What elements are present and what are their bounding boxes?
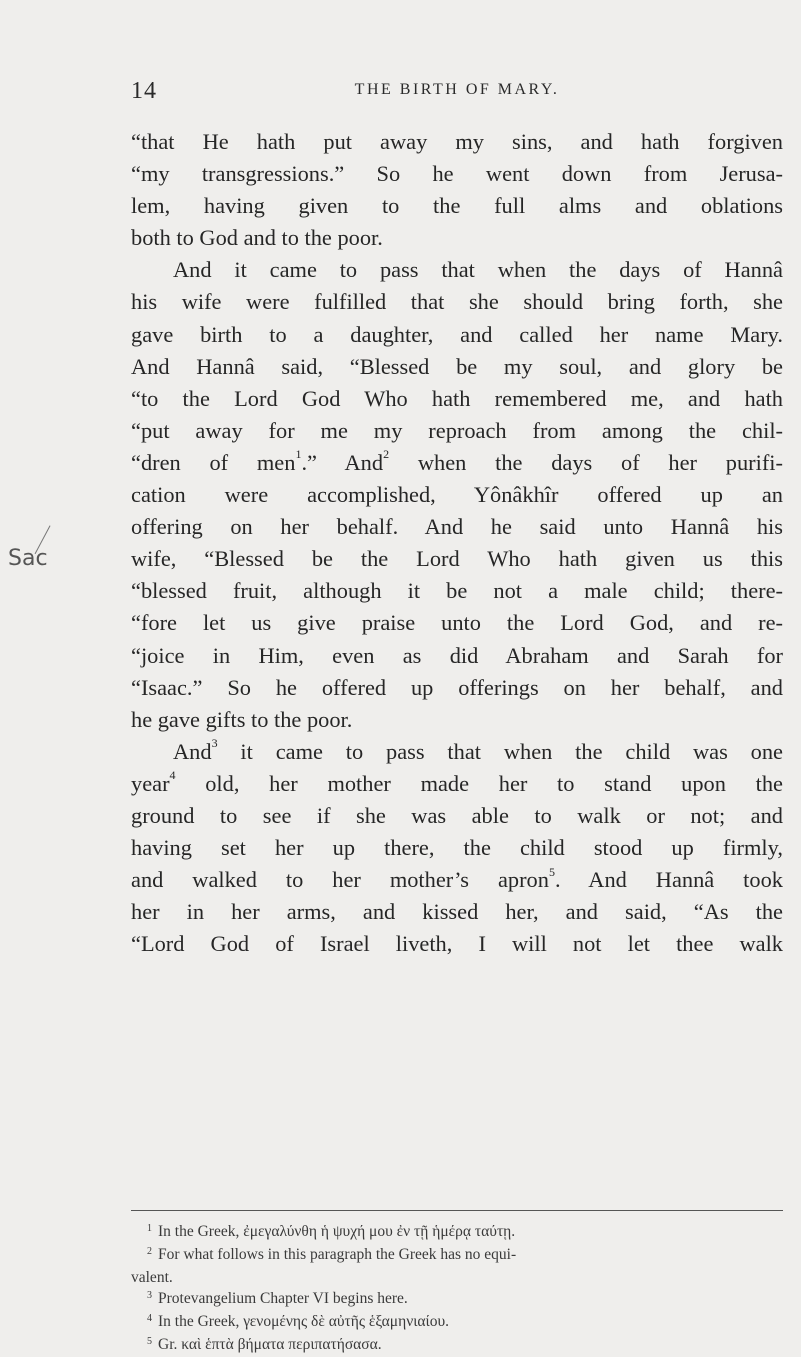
text-line: his wife were fulfilled that she should bring forth, she — [131, 289, 783, 315]
footnote-marker: 2 — [147, 1246, 152, 1257]
text-line: “Isaac.” So he offered up offerings on her behalf, and — [131, 674, 783, 700]
text-line: cation were accomplished, Yônâkhîr offered up an — [131, 482, 783, 508]
footnote-text: Protevangelium Chapter VI begins here. — [158, 1290, 408, 1307]
text-line: And Hannâ said, “Blessed be my soul, and glory be — [131, 353, 783, 379]
text-line — [131, 864, 783, 896]
text-line: “to the Lord God Who hath remembered me, and hath — [131, 385, 783, 411]
footnote-text: In the Greek, ἐμεγαλύνθη ἡ ψυχή μου ἐν τῇ ἡμέρᾳ ταύτῃ. — [158, 1223, 516, 1240]
text-line: “that He hath put away my sins, and hath forgiven — [131, 129, 783, 154]
footnote-marker: 5 — [147, 1336, 152, 1347]
footnote-2 — [131, 1244, 783, 1267]
text-line: “put away for me my reproach from among the chil- — [131, 417, 783, 443]
text-line: ground to see if she was able to walk or not; and — [131, 802, 783, 828]
footnote-ref[interactable]: 2 — [383, 447, 390, 462]
footnote-text: Gr. καὶ ἑπτὰ βήματα περιπατήσασα. — [158, 1336, 382, 1353]
footnote-text: In the Greek, γενομένης δὲ αὐτῆς ἑξαμηνιαίου. — [158, 1313, 449, 1330]
footnotes — [131, 1221, 783, 1357]
text-line: having set her up there, the child stood up firmly, — [131, 835, 783, 861]
body-text — [131, 126, 783, 960]
margin-note-text: Sac — [8, 546, 48, 571]
text-line: “Lord God of Israel liveth, I will not let thee walk — [131, 931, 783, 957]
page-header — [131, 72, 783, 102]
text-line: “fore let us give praise unto the Lord God, and re- — [131, 610, 783, 636]
text-line: “my transgressions.” So he went down from Jerusa- — [131, 161, 783, 187]
text-fragment: . And Hannâ took — [554, 867, 783, 893]
text-fragment: year — [131, 770, 170, 796]
text-line: wife, “Blessed be the Lord Who hath given us this — [131, 546, 783, 572]
footnote-marker: 1 — [147, 1223, 152, 1234]
footnote-1 — [131, 1221, 783, 1244]
text-fragment: and walked to her mother’s apron — [131, 867, 549, 893]
text-fragment: .” And — [301, 449, 384, 475]
text-fragment: it came to pass that when the child was one — [217, 738, 783, 764]
text-line: her in her arms, and kissed her, and said, “As the — [131, 899, 783, 925]
footnote-divider — [131, 1210, 783, 1211]
text-fragment: old, her mother made her to stand upon the — [175, 770, 783, 796]
text-line: gave birth to a daughter, and called her name Mary. — [131, 321, 783, 347]
text-fragment: “dren of men — [131, 449, 296, 475]
text-line: “joice in Him, even as did Abraham and Sarah for — [131, 642, 783, 668]
footnote-ref[interactable]: 1 — [295, 447, 302, 462]
footnote-ref[interactable]: 3 — [211, 736, 218, 751]
text-line: both to God and to the poor. — [131, 225, 383, 251]
text-line — [131, 736, 783, 768]
text-line: And it came to pass that when the days of Hannâ — [173, 257, 783, 283]
text-fragment: when the days of her purifi- — [389, 449, 783, 475]
text-line: “blessed fruit, although it be not a male child; there- — [131, 578, 783, 604]
footnote-ref[interactable]: 5 — [548, 864, 555, 879]
text-line — [131, 768, 783, 800]
text-fragment: And — [173, 738, 212, 764]
footnote-text: For what follows in this paragraph the Greek has no equi- — [158, 1246, 517, 1263]
footnote-marker: 3 — [147, 1290, 152, 1301]
footnote-3 — [131, 1288, 783, 1311]
text-line: he gave gifts to the poor. — [131, 706, 353, 732]
text-line: offering on her behalf. And he said unto Hannâ his — [131, 514, 783, 540]
footnote-2-continuation: valent. — [131, 1269, 173, 1286]
footnote-marker: 4 — [147, 1313, 152, 1324]
text-line — [131, 447, 783, 479]
footnote-5 — [131, 1334, 783, 1357]
handwritten-margin-note — [8, 546, 68, 586]
text-line: lem, having given to the full alms and oblations — [131, 193, 783, 219]
page-number: 14 — [131, 78, 157, 104]
running-head: THE BIRTH OF MARY. — [354, 81, 560, 98]
footnote-ref[interactable]: 4 — [169, 768, 176, 783]
